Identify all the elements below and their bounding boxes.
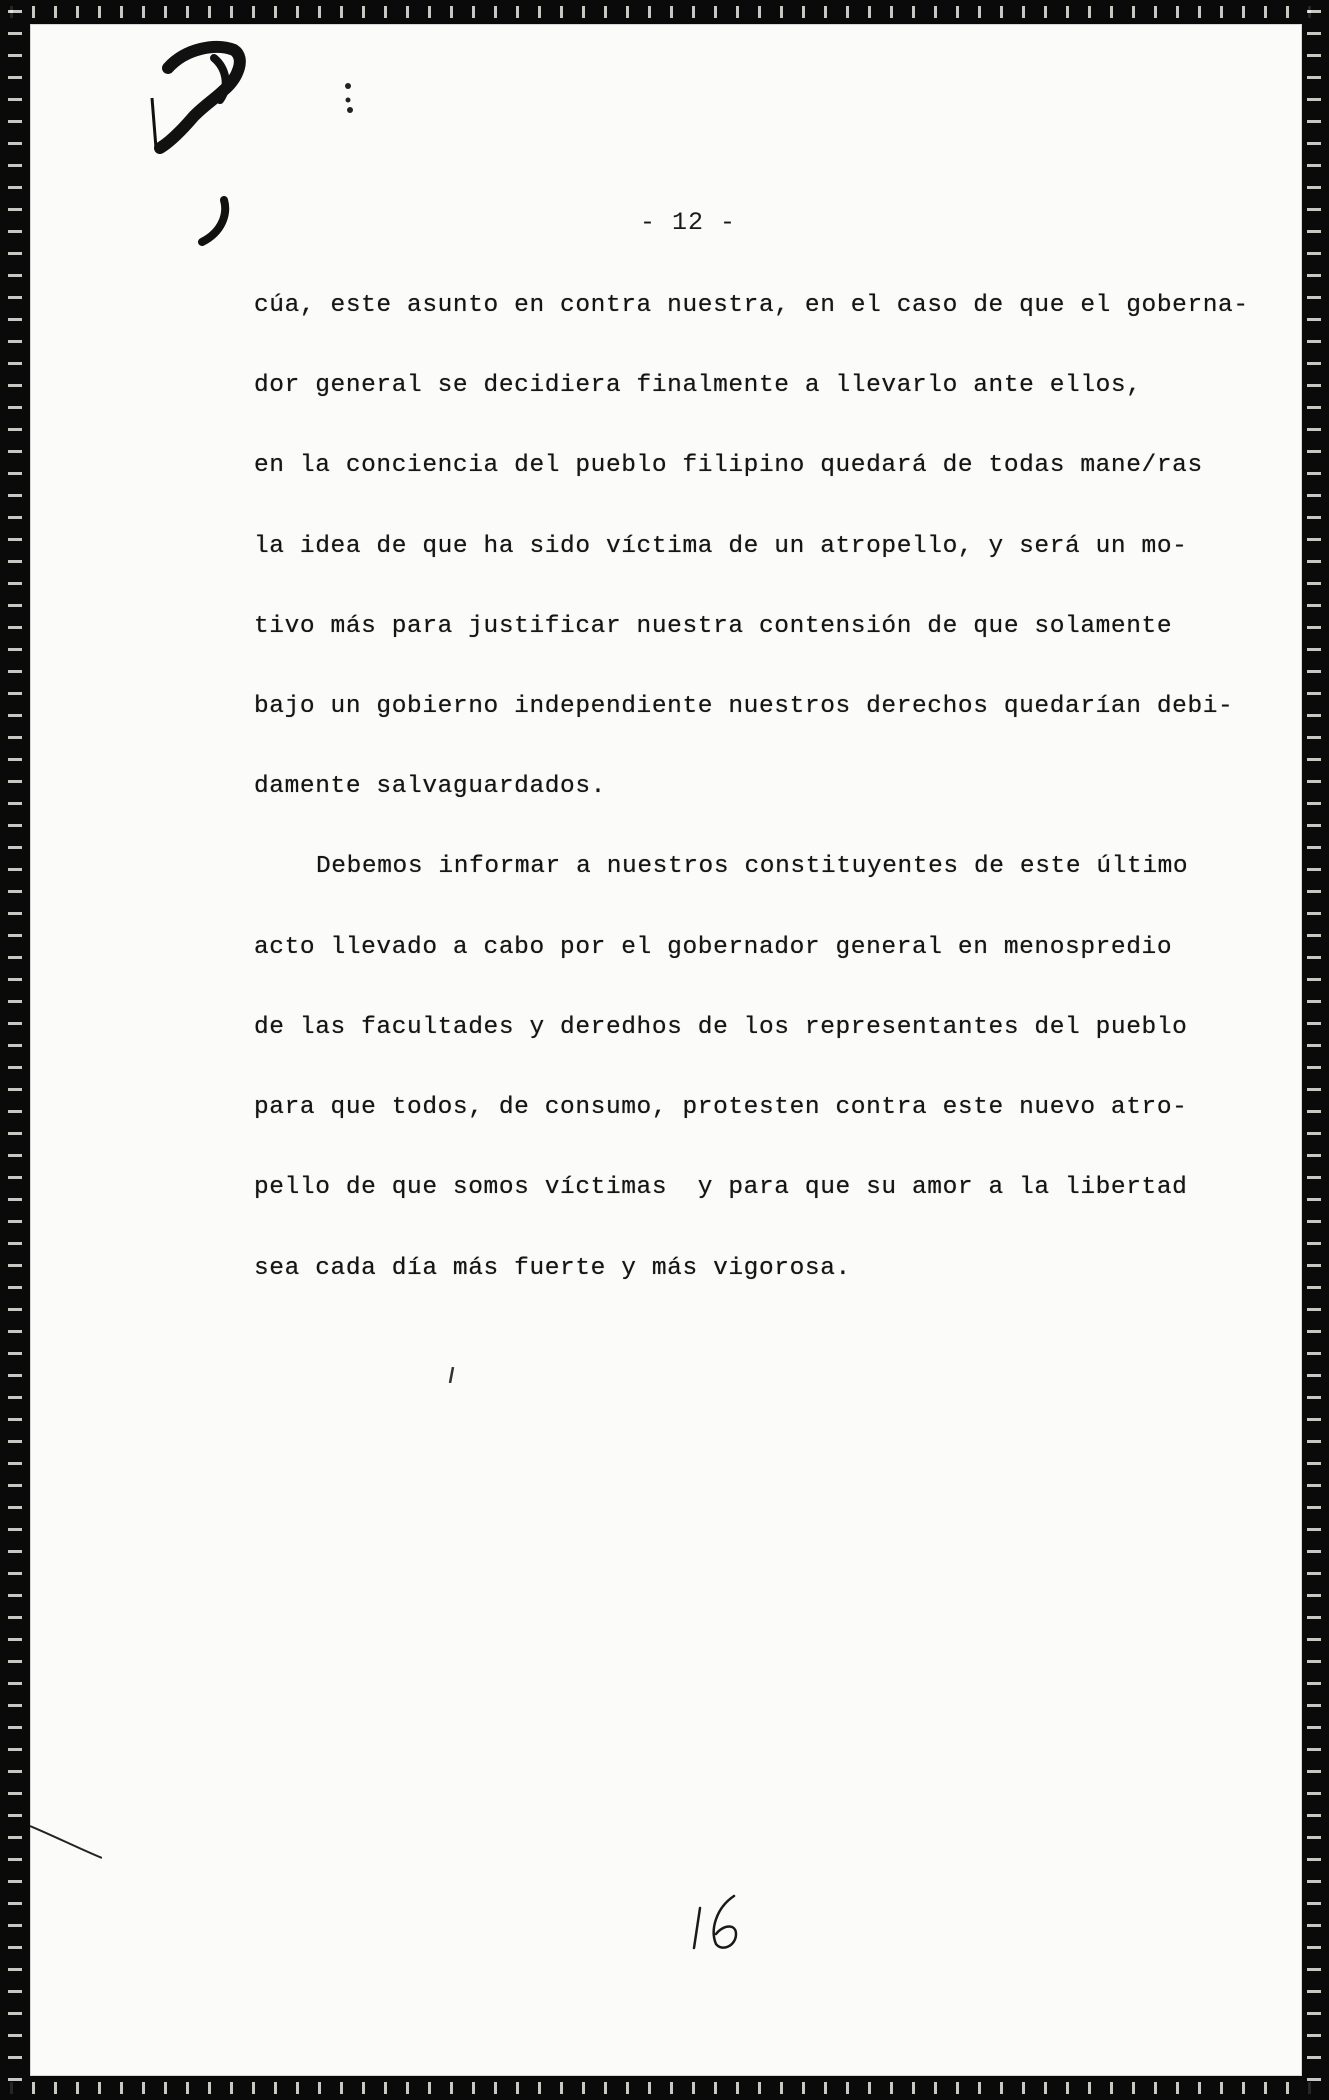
body-line: acto llevado a cabo por el gobernador general en menospredio <box>254 934 1173 961</box>
body-line: de las facultades y deredhos de los representantes del pueblo <box>254 1014 1188 1041</box>
body-line: en la conciencia del pueblo filipino quedará de todas mane/ras <box>254 452 1203 479</box>
ink-scribble-icon <box>146 38 256 158</box>
body-line: tivo más para justificar nuestra contensión de que solamente <box>254 613 1173 640</box>
ink-dots-icon <box>338 80 358 116</box>
body-line: bajo un gobierno independiente nuestros derechos quedarían debi- <box>254 693 1234 720</box>
page-number: - 12 - <box>640 208 737 237</box>
body-line: dor general se decidiera finalmente a llevarlo ante ellos, <box>254 372 1142 399</box>
body-line: para que todos, de consumo, protesten contra este nuevo atro- <box>254 1094 1188 1121</box>
handwritten-folio-number <box>686 1890 756 1954</box>
top-edge-perforation <box>0 6 1329 18</box>
body-line: la idea de que ha sido víctima de un atropello, y será un mo- <box>254 533 1188 560</box>
stray-pen-line-icon <box>30 1822 102 1862</box>
body-line: cúa, este asunto en contra nuestra, en el caso de que el goberna- <box>254 292 1249 319</box>
ink-speck-icon <box>447 1367 457 1383</box>
left-edge-perforation <box>8 0 22 2100</box>
ink-stroke-icon <box>196 196 236 248</box>
paragraph-first-line: Debemos informar a nuestros constituyentes de este último <box>316 853 1189 880</box>
body-line: sea cada día más fuerte y más vigorosa. <box>254 1255 851 1282</box>
right-edge-perforation <box>1307 0 1321 2100</box>
body-line: pello de que somos víctimas y para que su amor a la libertad <box>254 1174 1188 1201</box>
bottom-edge-perforation <box>0 2082 1329 2094</box>
document-page <box>30 24 1302 2076</box>
body-line: damente salvaguardados. <box>254 773 606 800</box>
